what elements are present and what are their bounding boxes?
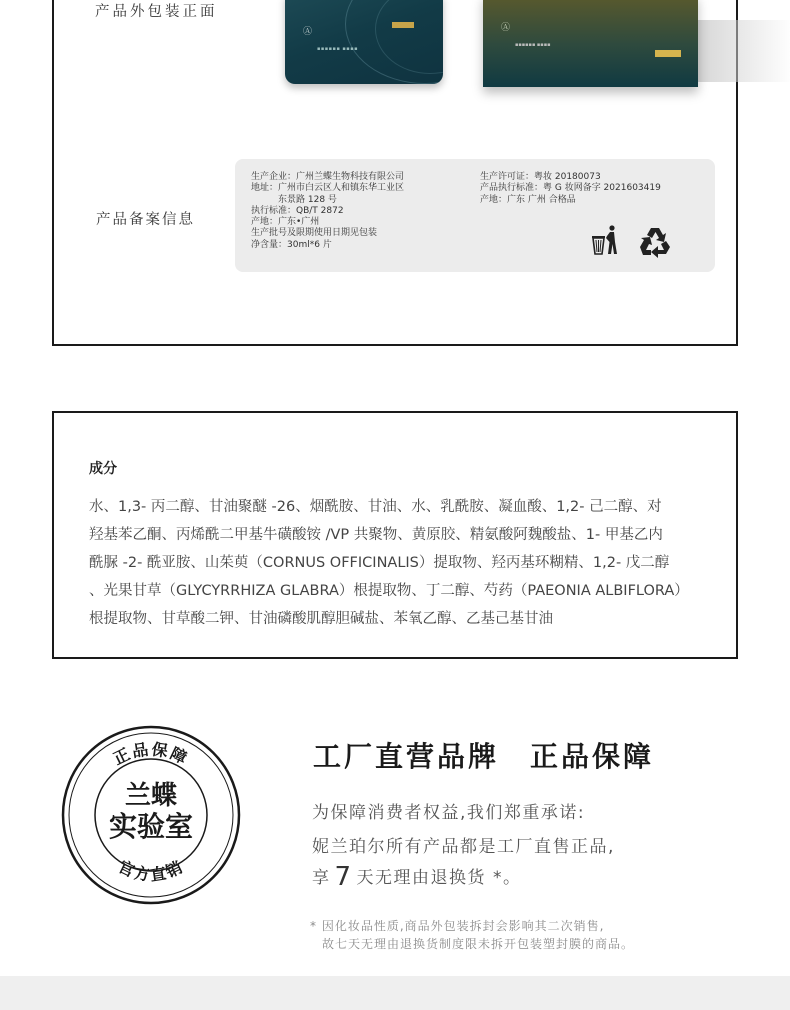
trash-disposal-icon [590,224,620,258]
guarantee-title: 工厂直营品牌 正品保障 [313,740,655,773]
authentic-seal-badge [60,724,242,906]
box-image: Ⓐ ▪▪▪▪▪▪ ▪▪▪▪ [483,0,698,87]
filing-line: 生产企业：广州兰蝶生物科技有限公司 [251,172,405,182]
filing-line: 产地：广东•广州 [251,217,320,228]
ingredients-list [89,493,734,633]
sachet-image: Ⓐ ▪▪▪▪▪▪ ▪▪▪▪ [285,0,443,84]
filing-left-column [251,172,404,251]
filing-line: 产品执行标准：粤 G 妆网备字 2021603419 [480,183,661,194]
ingredients-line: 、光果甘草（GLYCYRRHIZA GLABRA）根提取物、丁二醇、芍药（PAEONIA ALBIFLORA） [89,583,689,599]
guarantee-note-1: * 因化妆品性质,商品外包装拆封会影响其二次销售, [310,919,605,933]
filing-info-card [235,159,715,272]
ingredients-section [52,411,738,659]
filing-right-column [480,172,661,206]
filing-line: 净含量：30ml*6 片 [251,239,332,250]
ingredients-line: 水、1,3- 丙二醇、甘油聚醚 -26、烟酰胺、甘油、水、乳酰胺、凝血酸、1,2- 己二醇、对 [89,499,662,515]
filing-line: 执行标准：QB/T 2872 [251,205,344,216]
svg-text:官方直销 [115,857,187,885]
seal-center-line2: 实验室 [108,811,194,842]
guarantee-line-3 [312,862,521,892]
svg-text:正品保障 [111,739,192,768]
brand-logo-icon: Ⓐ [303,27,313,37]
box-brand-logo-icon: Ⓐ [501,23,511,33]
guarantee-note-2: 故七天无理由退换货制度限未拆开包装塑封膜的商品。 [322,937,635,951]
filing-line: 生产批号及限期使用日期见包装 [251,228,378,239]
seal-bottom-text: 官方直销 [115,858,187,885]
guarantee-line-1: 为保障消费者权益,我们郑重承诺: [312,803,586,823]
ingredients-line: 根提取物、甘草酸二钾、甘油磷酸肌醇胆碱盐、苯氧乙醇、乙基己基甘油 [89,611,553,627]
box-side-reflection [698,20,790,82]
guarantee-line-3-suffix: 天无理由退换货 *。 [356,868,522,888]
ingredients-line: 酰脲 -2- 酰亚胺、山茱萸（CORNUS OFFICINALIS）提取物、羟丙基环糊精、1,2- 戊二醇 [89,555,670,571]
seal-center-line1: 兰蝶 [124,780,178,810]
filing-line: 东景路 128 号 [278,194,337,205]
footer-band [0,976,790,1010]
packaging-front-label: 产品外包装正面 [95,4,218,20]
return-days-number: 7 [334,862,353,892]
filing-line: 生产许可证：粤妆 20180073 [480,172,601,182]
seal-top-text: 正品保障 [111,741,191,769]
filing-line: 产地：广东 广州 合格品 [480,194,576,205]
recycle-icon [637,225,673,259]
ingredients-line: 羟基苯乙酮、丙烯酰二甲基牛磺酸铵 /VP 共聚物、黄原胶、精氨酸阿魏酸盐、1- 甲基乙内 [89,527,663,543]
filing-info-label: 产品备案信息 [96,212,195,228]
filing-line: 地址：广州市白云区人和镇东华工业区 [251,183,405,194]
ingredients-title: 成分 [89,461,117,477]
guarantee-line-2: 妮兰珀尔所有产品都是工厂直售正品, [312,837,615,857]
guarantee-line-3-prefix: 享 [312,868,331,888]
